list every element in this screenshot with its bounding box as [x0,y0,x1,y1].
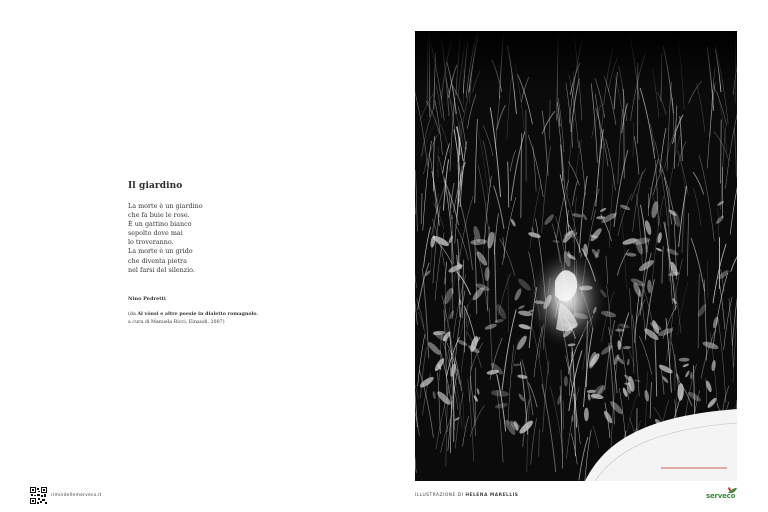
poem-line: lo troveranno. [128,238,174,247]
poem-source-editor: a cura di Manuela Ricci, Einaudi, 2007) [128,320,225,325]
poem-line: La morte è un giardino [128,202,203,210]
poem-body [128,202,203,275]
source-suffix: , [256,312,259,317]
leaf [564,376,568,387]
illustration-credit [415,493,518,498]
qr-code-icon[interactable] [30,487,47,504]
leaf [584,408,589,422]
poem-author: Nino Pedretti [128,296,166,302]
poem-line: che diventa pietra [128,256,187,265]
grass-blade [669,200,670,281]
poem-line: che fa buie le rose. [128,211,190,220]
credit-prefix: ILLUSTRAZIONE DI [415,493,466,498]
poem-line: nel farsi del silenzio. [128,265,195,274]
illustrator-name: HELENA MARELLIS [465,493,519,498]
website-link[interactable]: rimindellemerveco.it [51,493,102,498]
illustration [415,31,737,481]
poem-title: Il giardino [128,181,183,191]
footer-left [30,487,102,504]
source-prefix: (da [128,312,138,317]
poem-source [128,311,258,317]
serveco-logo[interactable] [706,487,738,503]
poem-line: sepolto dove mai [128,229,183,238]
logo-text: serveco [706,492,736,500]
poem-line: È un gattino bianco [128,220,192,229]
poem-line: La morte è un grido [128,247,193,256]
source-title: Al vòusi e altre poesie in dialetto romagnolo [137,311,257,317]
